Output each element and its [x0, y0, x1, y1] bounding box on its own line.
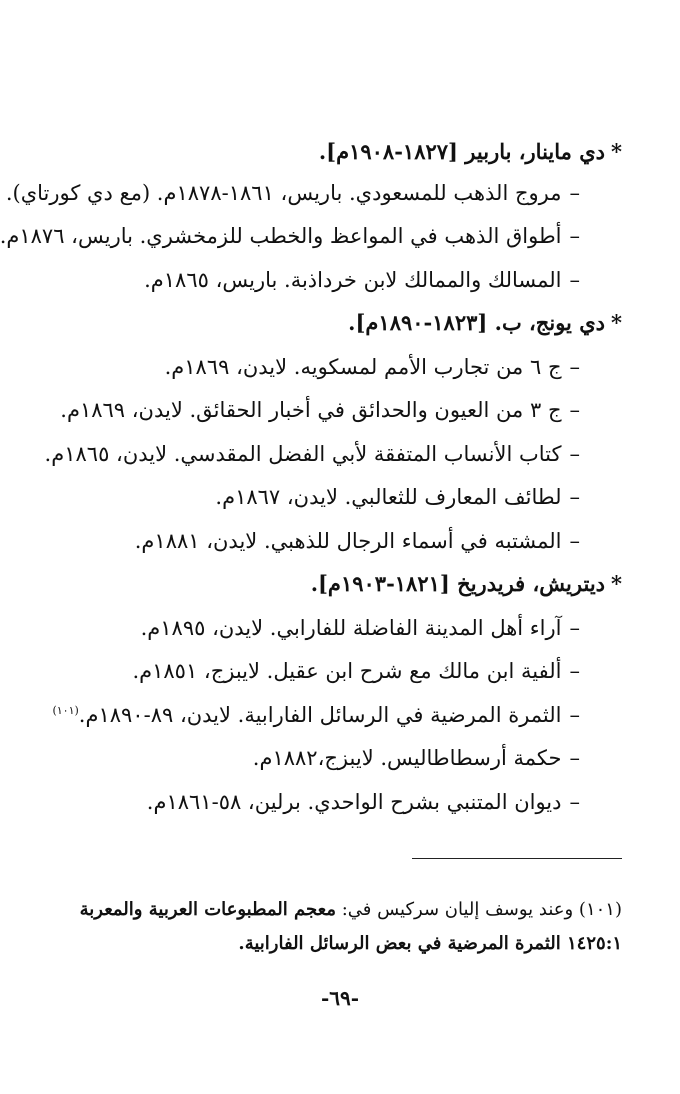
list-item: –ج ٣ من العيون والحدائق في أخبار الحقائق. لايدن، ١٨٦٩م.	[60, 398, 580, 422]
list-item: –أطواق الذهب في المواعظ والخطب للزمخشري. باريس، ١٨٧٦م.	[0, 224, 580, 248]
footnote-ref: (١٠١)	[52, 704, 79, 717]
dash-icon: –	[569, 703, 580, 727]
entry-heading: *ديتريش، فريدريخ [١٨٢١-١٩٠٣م].	[310, 571, 622, 596]
footnote	[36, 893, 622, 961]
dash-icon: –	[569, 659, 580, 683]
entry-heading: *دي ماينار، باربير [١٨٢٧-١٩٠٨م].	[318, 139, 622, 164]
entry-heading: *دي يونج، ب. [١٨٢٣-١٨٩٠م].	[348, 310, 622, 335]
list-item: –حكمة أرسطاطاليس. لايبزج،١٨٨٢م.	[252, 746, 580, 770]
list-item: –الثمرة المرضية في الرسائل الفارابية. لايدن، ٨٩-١٨٩٠م.$^{(١٠١)}$	[52, 703, 580, 727]
footnote-title: معجم المطبوعات العربية والمعربة ١٤٢٥:١ الثمرة المرضية في بعض الرسائل الفارابية.	[79, 899, 622, 954]
list-item: –آراء أهل المدينة الفاضلة للفارابي. لايدن، ١٨٩٥م.	[140, 616, 580, 640]
dash-icon: –	[569, 529, 580, 553]
list-item: –ألفية ابن مالك مع شرح ابن عقيل. لايبزج، ١٨٥١م.	[132, 659, 580, 683]
list-item: –المسالك والممالك لابن خرداذبة. باريس، ١٨٦٥م.	[144, 268, 580, 292]
dash-icon: –	[569, 442, 580, 466]
list-item: –ج ٦ من تجارب الأمم لمسكويه. لايدن، ١٨٦٩م.	[164, 355, 580, 379]
list-item: –المشتبه في أسماء الرجال للذهبي. لايدن، ١٨٨١م.	[134, 529, 580, 553]
list-item: –ديوان المتنبي بشرح الواحدي. برلين، ٥٨-١٨٦١م.	[146, 790, 580, 814]
page-number: -٦٩-	[320, 986, 360, 1010]
dash-icon: –	[569, 746, 580, 770]
footnote-divider	[412, 858, 622, 859]
list-item: –لطائف المعارف للثعالبي. لايدن، ١٨٦٧م.	[215, 485, 580, 509]
dash-icon: –	[569, 616, 580, 640]
footnote-number: (١٠١)	[578, 899, 622, 920]
asterisk-icon: *	[611, 571, 622, 596]
dash-icon: –	[569, 790, 580, 814]
dash-icon: –	[569, 224, 580, 248]
asterisk-icon: *	[611, 310, 622, 335]
dash-icon: –	[569, 355, 580, 379]
dash-icon: –	[569, 268, 580, 292]
list-item: –مروج الذهب للمسعودي. باريس، ١٨٦١-١٨٧٨م. (مع دي كورتاي).	[5, 181, 580, 205]
asterisk-icon: *	[611, 139, 622, 164]
list-item: –كتاب الأنساب المتفقة لأبي الفضل المقدسي. لايدن، ١٨٦٥م.	[44, 442, 580, 466]
footnote-intro: وعند يوسف إليان سركيس في:	[341, 899, 574, 920]
dash-icon: –	[569, 181, 580, 205]
dash-icon: –	[569, 398, 580, 422]
dash-icon: –	[569, 485, 580, 509]
